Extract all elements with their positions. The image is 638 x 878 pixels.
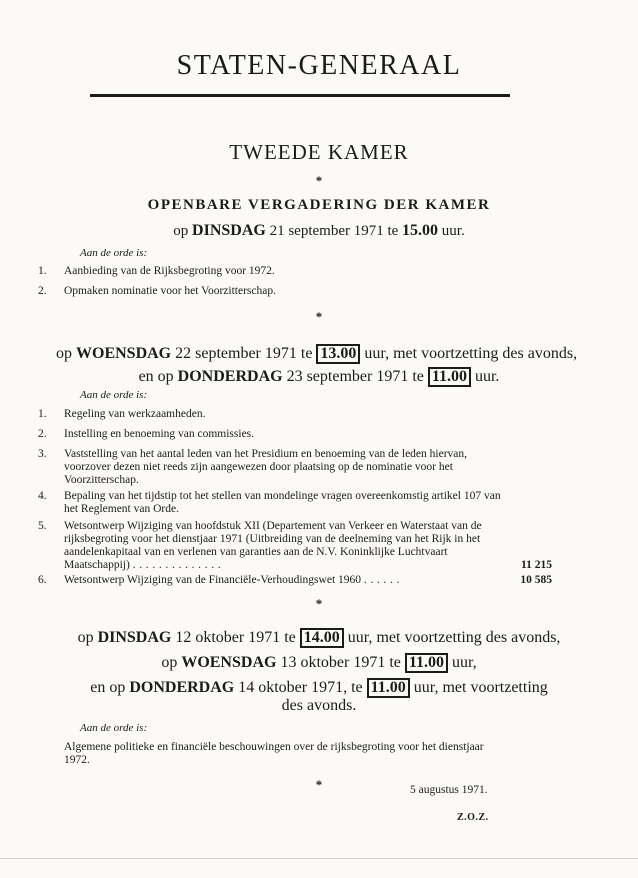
- dot-leader: . . . . . .: [363, 574, 400, 586]
- agenda-item: 4. Bepaling van het tijdstip tot het stellen van mondelinge vragen overeenkomstig artikel 107 van het Reglement van Orde.: [38, 490, 501, 515]
- meeting-heading: OPENBARE VERGADERING DER KAMER: [147, 197, 491, 213]
- session1-day: DINSDAG: [192, 222, 266, 239]
- session2-line1: op WOENSDAG 22 september 1971 te 13.00 uur, met voortzetting des avonds,: [56, 345, 578, 362]
- agenda-label: Aan de orde is:: [80, 247, 148, 259]
- agenda-item: 2. Opmaken nominatie voor het Voorzitterschap.: [38, 285, 276, 297]
- session2-time-box: 11.00: [428, 367, 471, 387]
- session3-time-box: 11.00: [405, 653, 448, 673]
- turn-over-note: Z.O.Z.: [457, 812, 489, 823]
- document-title: STATEN-GENERAAL: [176, 50, 462, 81]
- session3-time-box: 11.00: [367, 678, 410, 698]
- session3-line3: en op DONDERDAG 14 oktober 1971, te 11.00 uur, met voortzetting: [90, 679, 548, 696]
- dot-leader: . . . . . . . . . . . . . .: [132, 559, 222, 571]
- page-fold-line: [0, 858, 638, 859]
- title-divider: [90, 94, 510, 97]
- separator-star: *: [315, 173, 323, 188]
- session1-datetime: op DINSDAG 21 september 1971 te 15.00 uur.: [173, 222, 465, 239]
- session2-time-box: 13.00: [316, 344, 360, 364]
- chamber-heading: TWEEDE KAMER: [229, 140, 409, 164]
- separator-star: *: [315, 596, 323, 611]
- session3-line1: op DINSDAG 12 oktober 1971 te 14.00 uur, met voortzetting des avonds,: [77, 629, 561, 646]
- document-number: 11 215: [521, 559, 552, 571]
- session2-line2: en op DONDERDAG 23 september 1971 te 11.00 uur.: [138, 368, 500, 385]
- document-number: 10 585: [520, 574, 552, 586]
- session1-time: 15.00: [402, 222, 439, 239]
- agenda-item: 1. Aanbieding van de Rijksbegroting voor 1972.: [38, 265, 275, 277]
- agenda-item: 6. Wetsontwerp Wijziging van de Financiële-Verhoudingswet 1960 . . . . . . 10 585: [38, 574, 552, 586]
- agenda-label: Aan de orde is:: [80, 722, 148, 734]
- agenda-label: Aan de orde is:: [80, 389, 148, 401]
- session3-time-box: 14.00: [300, 628, 344, 648]
- agenda-item: 1. Regeling van werkzaamheden.: [38, 408, 206, 420]
- document-date: 5 augustus 1971.: [410, 784, 488, 796]
- agenda-item: 2. Instelling en benoeming van commissies.: [38, 428, 255, 440]
- separator-star: *: [315, 309, 323, 324]
- session3-line2: op WOENSDAG 13 oktober 1971 te 11.00 uur,: [161, 654, 477, 671]
- agenda-item: 3. Vaststelling van het aantal leden van het Presidium en benoeming van de leden hiervan, voorzover dezen niet reeds zijn aangewezen door plaatsing op de nominatie voor het Voorzitterschap.: [38, 448, 468, 486]
- agenda-item: Algemene politieke en financiële beschouwingen over de rijksbegroting voor het dienstjaar 1972.: [64, 741, 484, 766]
- agenda-item: 5. Wetsontwerp Wijziging van hoofdstuk XII (Departement van Verkeer en Waterstaat van de rijksbegroting voor het dienstjaar 1971 (Uitbreiding van de deelneming van het Rijk in het aandelenkapitaal van en verlenen van garanties aan de N.V. Koninklijke Luchtvaart Maatschappij) . . . . . . . . . . . . . . 11 215: [38, 520, 552, 571]
- session3-line4: des avonds.: [281, 697, 357, 714]
- separator-star: *: [315, 777, 323, 792]
